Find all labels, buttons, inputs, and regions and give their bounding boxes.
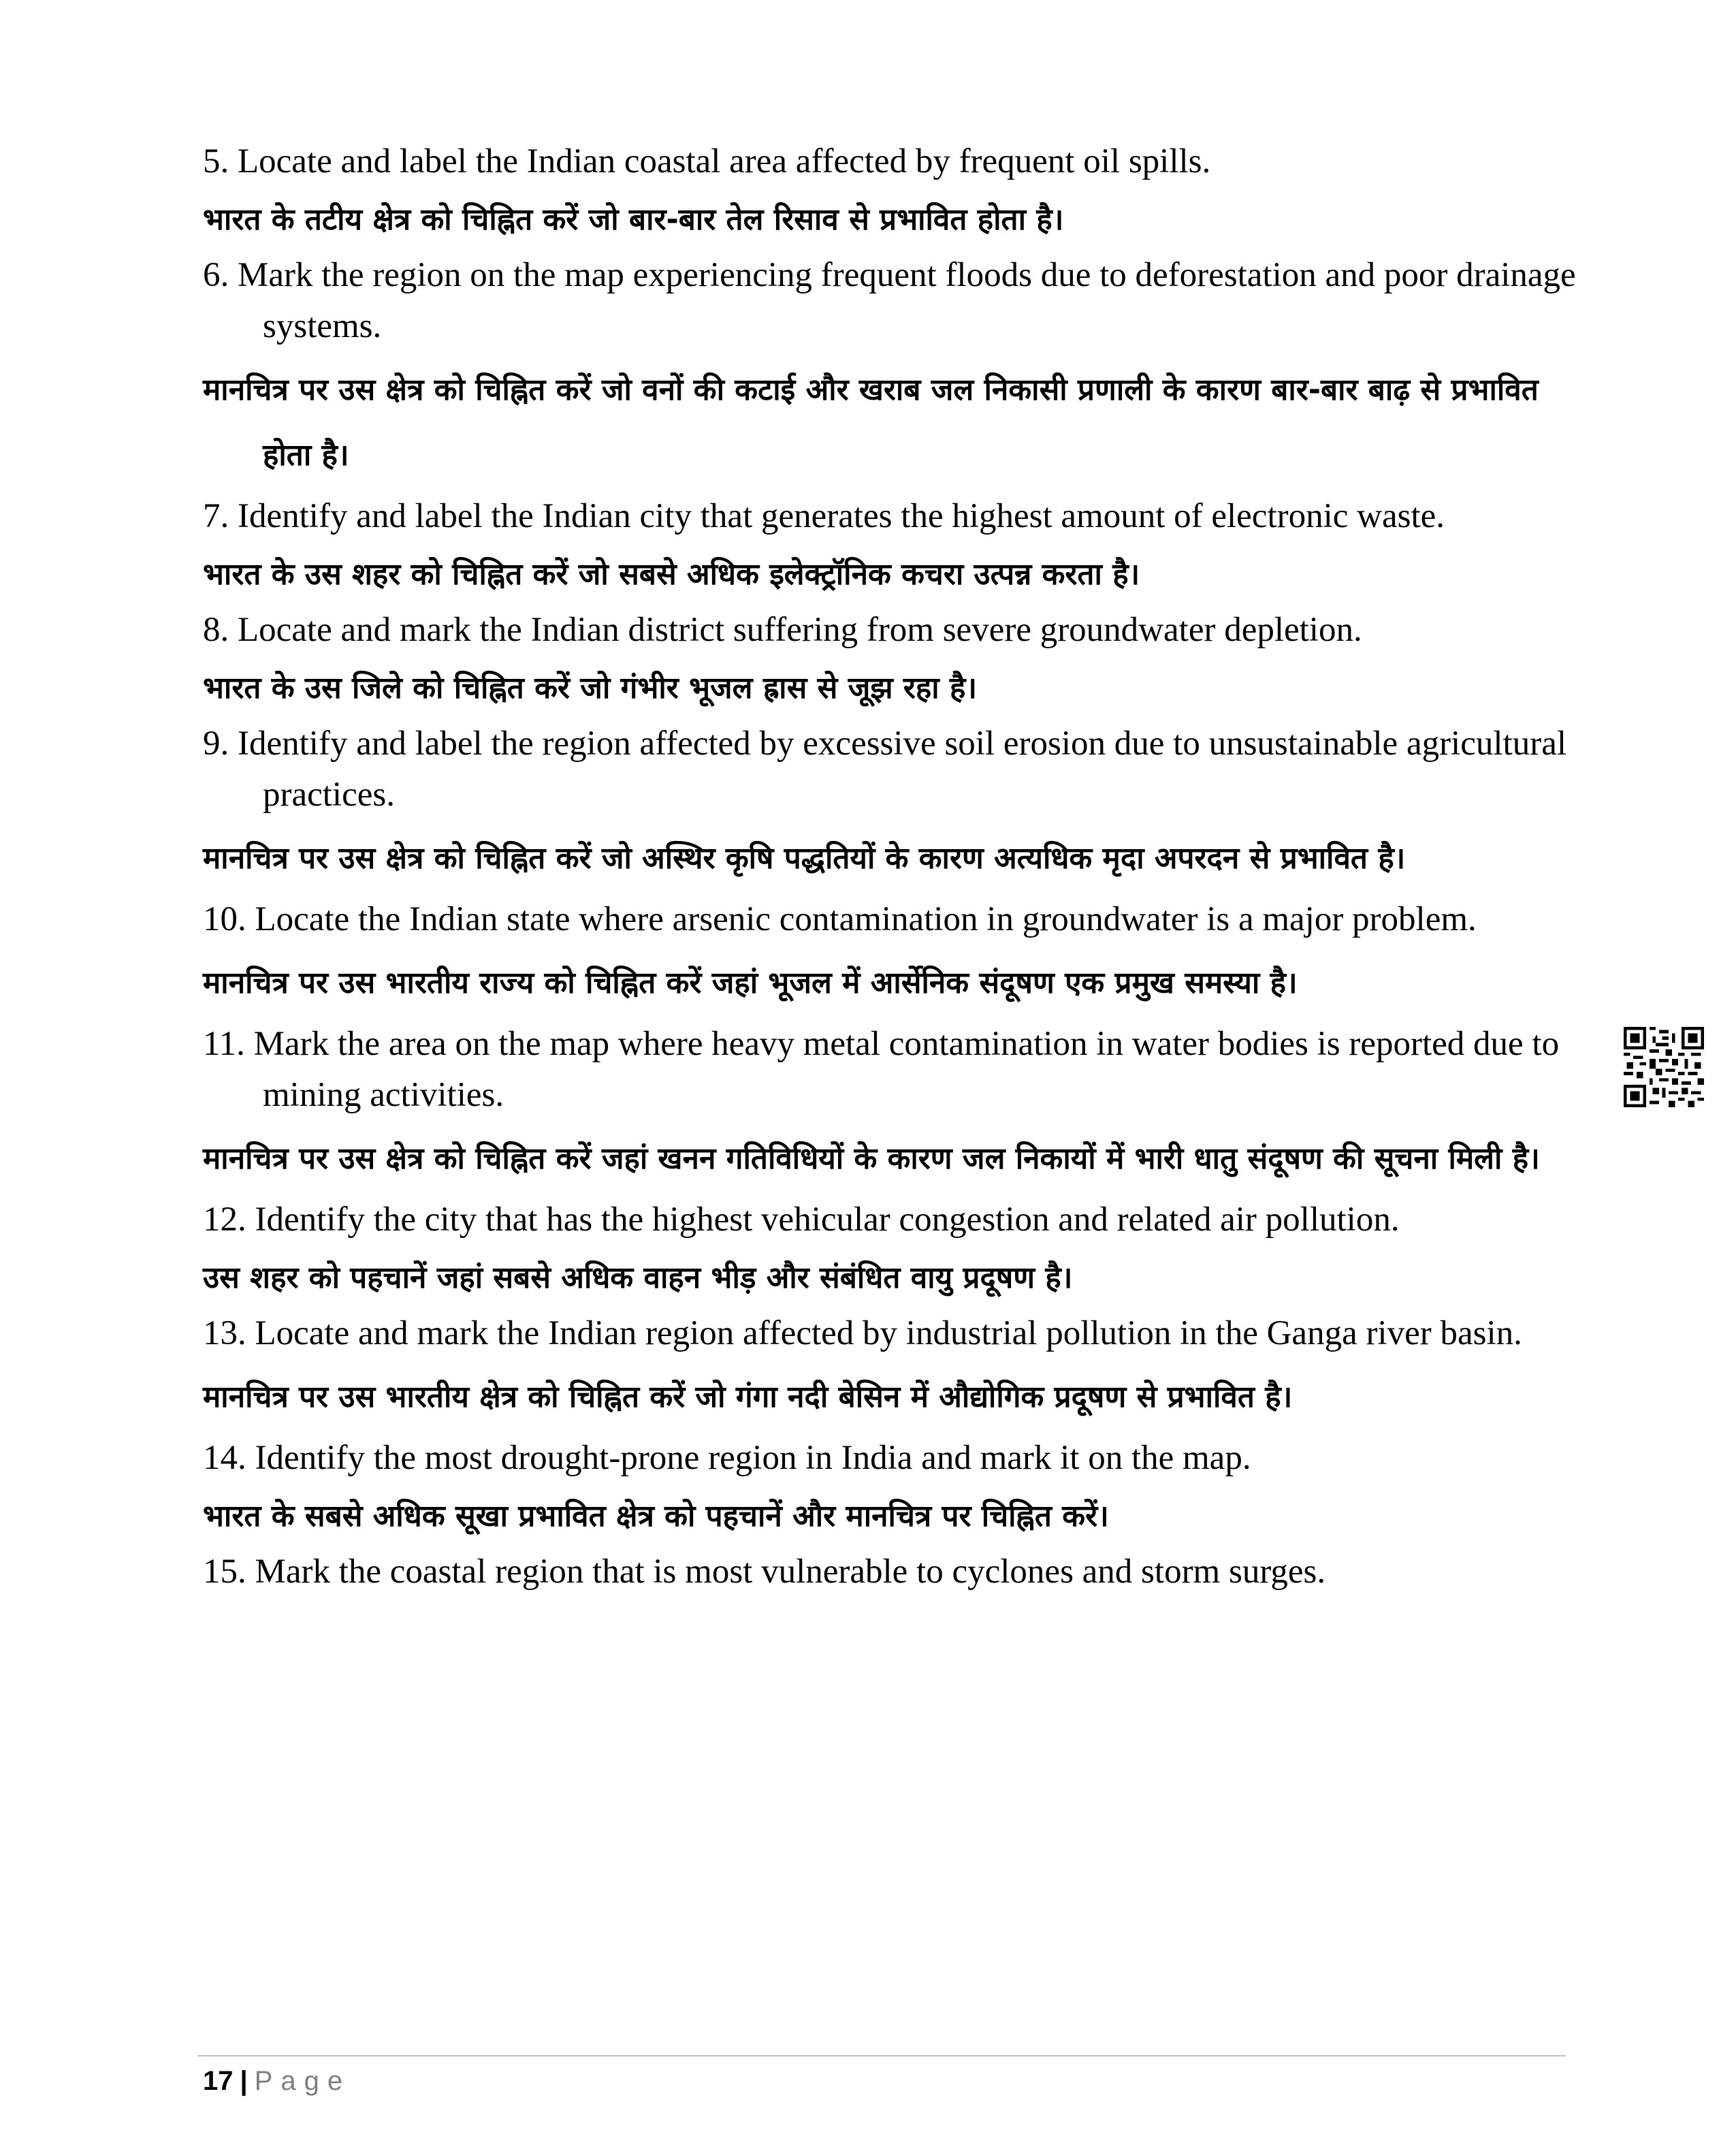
question-en: 15. Mark the coastal region that is most vulnerable to cyclones and storm surges. (203, 1553, 1326, 1591)
question-hi: भारत के तटीय क्षेत्र को चिह्नित करें जो बार-बार तेल रिसाव से प्रभावित होता है। (203, 202, 1064, 237)
question-hi: मानचित्र पर उस भारतीय राज्य को चिह्नित करें जहां भूजल में आर्सेनिक संदूषण एक प्रमुख समस्या है। (203, 966, 1298, 1000)
qr-code-icon (1624, 1027, 1704, 1107)
question-en: 14. Identify the most drought-prone region in India and mark it on the map. (203, 1439, 1251, 1477)
page-footer (203, 2062, 351, 2100)
question-hi: मानचित्र पर उस क्षेत्र को चिह्नित करें जहां खनन गतिविधियों के कारण जल निकायों में भारी धातु संदूषण की सूचना मिली है। (203, 1141, 1540, 1176)
question-en: 6. Mark the region on the map experiencing frequent floods due to deforestation and poor drainage systems. (203, 256, 1576, 345)
question-en: 12. Identify the city that has the highest vehicular congestion and related air pollution. (203, 1201, 1400, 1239)
question-list (203, 136, 1578, 1603)
question-hi: मानचित्र पर उस क्षेत्र को चिह्नित करें जो अस्थिर कृषि पद्धतियों के कारण अत्यधिक मृदा अपरदन से प्रभावित है। (203, 841, 1406, 876)
footer-separator: | (240, 2066, 248, 2096)
question-hi: भारत के सबसे अधिक सूखा प्रभावित क्षेत्र को पहचानें और मानचित्र पर चिह्नित करें। (203, 1499, 1109, 1534)
question-en: 7. Identify and label the Indian city that generates the highest amount of electronic waste. (203, 497, 1445, 535)
footer-divider (197, 2055, 1566, 2056)
question-hi: उस शहर को पहचानें जहां सबसे अधिक वाहन भीड़ और संबंधित वायु प्रदूषण है। (203, 1260, 1073, 1295)
question-hi: मानचित्र पर उस भारतीय क्षेत्र को चिह्नित करें जो गंगा नदी बेसिन में औद्योगिक प्रदूषण से प्रभावित है। (203, 1380, 1293, 1414)
question-en: 10. Locate the Indian state where arsenic contamination in groundwater is a major problem. (203, 900, 1477, 938)
page-number: 17 (203, 2066, 234, 2096)
question-en: 9. Identify and label the region affected by excessive soil erosion due to unsustainable agricultural practices. (203, 725, 1566, 814)
question-hi: मानचित्र पर उस क्षेत्र को चिह्नित करें जो वनों की कटाई और खराब जल निकासी प्रणाली के कारण बार-बार बाढ़ से प्रभावित होता है। (203, 372, 1539, 473)
question-en: 11. Mark the area on the map where heavy metal contamination in water bodies is reported due to mining activities. (203, 1025, 1560, 1114)
question-en: 8. Locate and mark the Indian district suffering from severe groundwater depletion. (203, 611, 1362, 649)
page-label: Page (254, 2066, 351, 2096)
question-en: 5. Locate and label the Indian coastal area affected by frequent oil spills. (203, 142, 1211, 180)
question-hi: भारत के उस शहर को चिह्नित करें जो सबसे अधिक इलेक्ट्रॉनिक कचरा उत्पन्न करता है। (203, 557, 1140, 592)
question-hi: भारत के उस जिले को चिह्नित करें जो गंभीर भूजल ह्रास से जूझ रहा है। (203, 671, 978, 705)
question-en: 13. Locate and mark the Indian region affected by industrial pollution in the Ganga river basin. (203, 1314, 1522, 1352)
